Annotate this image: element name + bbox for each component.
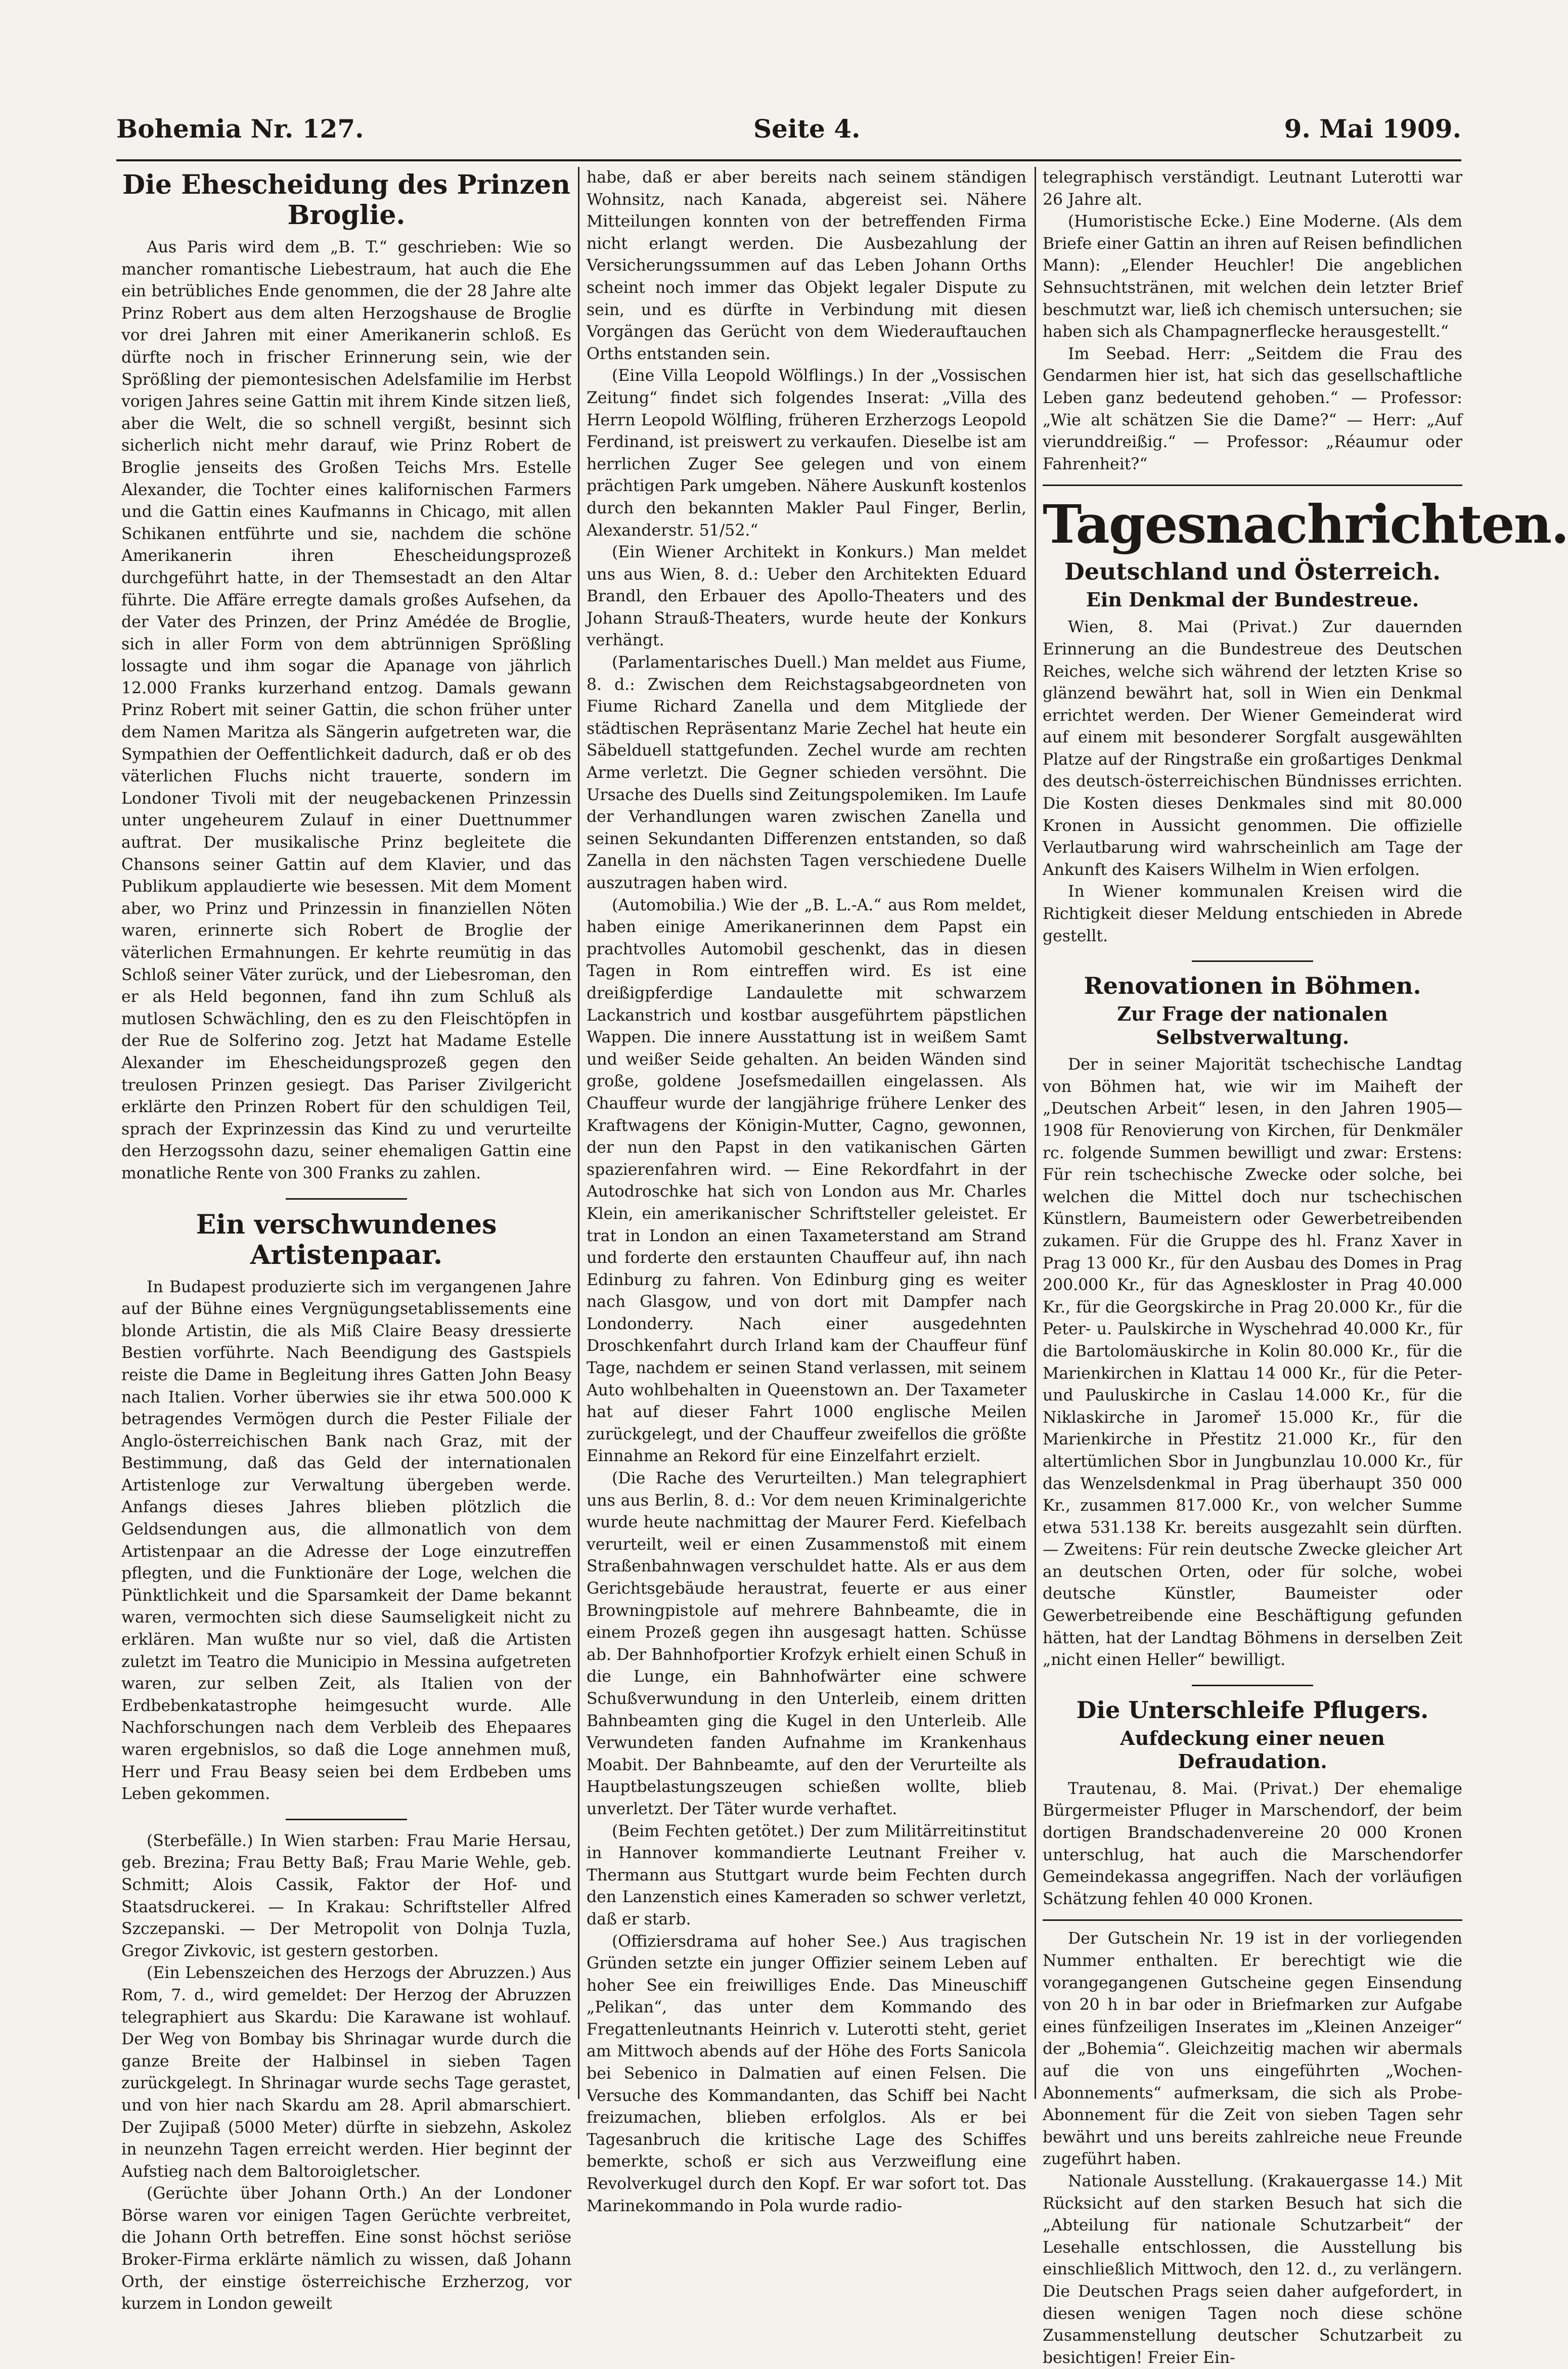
article-subtitle-pfluger: Aufdeckung einer neuen Defraudation. [1120, 1726, 1385, 1773]
news-item: (Parlamentarisches Duell.) Man meldet aus Fiume, 8. d.: Zwischen dem Reichstagsabgeordneten von Fiume Richard Zanella und dem Mitgliede der städtischen Repräsentanz Marie Zechel hat heute ein Säbelduell stattgefunden. Zechel wurde am rechten Arme verletzt. Die Gegner schieden versöhnt. Die Ursache des Duells sind Zeitungspolemiken. Im Laufe der Verhandlungen waren zwischen Zanella und seinen Sekundanten Differenzen entstanden, so daß Zanella in den nächsten Tagen verschiedene Duelle auszutragen haben wird. [587, 653, 1026, 892]
article-title-broglie: Die Ehescheidung des Prinzen Broglie. [122, 169, 570, 231]
subsection-title-deutschland: Deutschland und Österreich. [1064, 558, 1441, 586]
column-divider-2 [1035, 167, 1036, 2099]
section-rule [1043, 1919, 1462, 1921]
article-title-artistenpaar: Ein verschwundenes Artistenpaar. [196, 1209, 497, 1270]
news-item: telegraphisch verständigt. Leutnant Luterotti war 26 Jahre alt. [1043, 168, 1462, 209]
article-subtitle-renovationen: Zur Frage der nationalen Selbstverwaltung. [1117, 1002, 1388, 1049]
news-item: (Offiziersdrama auf hoher See.) Aus tragischen Gründen setzte ein junger Offizier seinem Leben auf hoher See ein freiwilliges Ende. Das Mineuschiff „Pelikan“, das unter dem Kommando des Fregattenleutnants Heinrich v. Luterotti steht, geriet am Mittwoch abends auf der Höhe des Forts Sanicola bei Sebenico in Dalmatien auf einen Felsen. Die Versuche des Kommandanten, das Schiff bei Nacht freizumachen, blieben erfolglos. Als er bei Tagesanbruch die kritische Lage des Schiffes bemerkte, schoß er sich aus Verzweiflung eine Revolverkugel durch den Kopf. Er war sofort tot. Das Marinekommando in Pola wurde radio- [587, 1932, 1026, 2215]
separator [286, 1819, 407, 1820]
news-item: (Automobilia.) Wie der „B. L.-A.“ aus Rom meldet, haben einige Amerikanerinnen dem Papst ein prachtvolles Automobil geschenkt, das in diesen Tagen in Rom eintreffen wird. Es ist eine dreißigpferdige Landaulette mit schwarzem Lackanstrich und kostbar ausgeführtem päpstlichen Wappen. Die innere Ausstattung ist in weißem Samt und weißer Seide gehalten. An beiden Wänden sind große, goldene Josefsmedaillen eingelassen. Als Chauffeur wurde der langjährige frühere Lenker des Kraftwagens der Königin-Mutter, Cagno, gewonnen, der nun den Papst in den vatikanischen Gärten spazierenfahren wird. — Eine Rekordfahrt in der Autodroschke hat sich von London aus Mr. Charles Klein, ein amerikanischer Schriftsteller geleistet. Er trat in London an einen Taxameterstand am Strand und forderte den erstaunten Chauffeur auf, ihn nach Edinburg zu fahren. Von Edinburg ging es weiter nach Glasgow, und von dort mit Dampfer nach Londonderry. Nach einer ausgedehnten Droschkenfahrt durch Irland kam der Chauffeur fünf Tage, nachdem er seinen Stand verlassen, mit seinem Auto wohlbehalten in Queenstown an. Der Taxameter hat auf dieser Fahrt 1000 englische Meilen zurückgelegt, und der Chauffeur zweifellos die größte Einnahme an Rekord für eine Einzelfahrt erzielt. [587, 896, 1026, 1466]
article-title-renovationen: Renovationen in Böhmen. [1084, 972, 1421, 1000]
news-item: (Eine Villa Leopold Wölflings.) In der „Vossischen Zeitung“ findet sich folgendes Inserat: „Villa des Herrn Leopold Wölfling, früheren Erzherzogs Leopold Ferdinand, ist preiswert zu verkaufen. Dieselbe ist am herrlichen Zuger See gelegen und von einem prächtigen Park umgeben. Nähere Auskunft kostenlos durch den bekannten Makler Paul Finger, Berlin, Alexanderstr. 51/52.“ [587, 367, 1026, 540]
section-title-tagesnachrichten: Tagesnachrichten. [1043, 493, 1568, 556]
news-item: habe, daß er aber bereits nach seinem ständigen Wohnsitz, nach Kanada, abgereist sei. Nähere Mitteilungen konnten von der betreffenden Firma nicht erlangt werden. Die Ausbezahlung der Versicherungssummen auf das Leben Johann Orths scheint noch immer das Objekt legaler Dispute zu sein, und es dürfte in Verbindung mit diesen Vorgängen das Gerücht von dem Wiederauftauchen Orths entstanden sein. [587, 168, 1026, 363]
column-2 [587, 167, 1026, 2215]
header-issue: Bohemia Nr. 127. [116, 114, 364, 144]
subsection-subtitle-denkmal: Ein Denkmal der Bundestreue. [1086, 588, 1419, 611]
article-title-pfluger: Die Unterschleife Pflugers. [1076, 1696, 1429, 1724]
page-header [116, 109, 1461, 154]
section-rule [1043, 485, 1462, 486]
article-paragraph: In Budapest produzierte sich im vergangenen Jahre auf der Bühne eines Vergnügungsetablissements eine blonde Artistin, die als Miß Claire Beasy dressierte Bestien vorführte. Nach Beendigung des Gastspiels reiste die Dame in Begleitung ihres Gatten John Beasy nach Italien. Vorher überwies sie ihr etwa 500.000 K betragendes Vermögen durch die Pester Filiale der Anglo-österreichischen Bank nach Graz, mit der Bestimmung, daß das Geld der internationalen Artistenloge zur Verwaltung übergeben werde. Anfangs dieses Jahres blieben plötzlich die Geldsendungen aus, die allmonatlich von dem Artistenpaar an die Adresse der Loge einzutreffen pflegten, und die Funktionäre der Loge, welchen die Pünktlichkeit und die Sparsamkeit der Dame bekannt waren, vermochten sich diese Saumseligkeit nicht zu erklären. Man wußte nur so viel, daß die Artisten zuletzt im Teatro die Municipio in Messina aufgetreten waren, zur selben Zeit, als Italien von der Erdbebenkatastrophe heimgesucht wurde. Alle Nachforschungen nach dem Verbleib des Ehepaares waren ergebnislos, so daß die Loge annehmen muß, Herr und Frau Beasy seien bei dem Erdbeben ums Leben gekommen. [121, 1278, 571, 1804]
news-item: (Beim Fechten getötet.) Der zum Militärreitinstitut in Hannover kommandierte Leutnant Freiher v. Thermann aus Stuttgart wurde beim Fechten durch den Lanzenstich eines Kameraden so schwer verletzt, daß er starb. [587, 1822, 1026, 1928]
header-page-number: Seite 4. [753, 114, 861, 144]
article-paragraph: In Wiener kommunalen Kreisen wird die Richtigkeit dieser Meldung entschieden in Abrede gestellt. [1043, 883, 1462, 945]
header-date: 9. Mai 1909. [1284, 114, 1461, 144]
news-item: (Humoristische Ecke.) Eine Moderne. (Als dem Briefe einer Gattin an ihren auf Reisen befindlichen Mann): „Elender Heuchler! Die angeblichen Sehnsuchtstränen, mit welchen dein letzter Brief beschmutzt war, ließ ich chemisch untersuchen; sie haben sich als Champagnerflecke herausgestellt.“ [1043, 212, 1462, 341]
article-paragraph: Wien, 8. Mai (Privat.) Zur dauernden Erinnerung an die Bundestreue des Deutschen Reiches, welche sich während der letzten Krise so glänzend bewährt hat, soll in Wien ein Denkmal errichtet werden. Der Wiener Gemeinderat wird auf einem mit besonderer Sorgfalt ausgewählten Platze auf der Ringstraße ein großartiges Denkmal des deutsch-österreichischen Bündnisses errichten. Die Kosten dieses Denkmales sind mit 80.000 Kronen in Aussicht genommen. Die offizielle Verlautbarung wird wahrscheinlich am Tage der Ankunft des Kaisers Wilhelm in Wien erfolgen. [1043, 618, 1462, 879]
column-1 [121, 167, 571, 2313]
news-item: (Sterbefälle.) In Wien starben: Frau Marie Hersau, geb. Brezina; Frau Betty Baß; Frau Marie Wehle, geb. Schmitt; Alois Cassik, Faktor der Hof- und Staatsdruckerei. — In Krakau: Schriftsteller Alfred Szczepanski. — Der Metropolit von Dolnja Tuzla, Gregor Zivkovic, ist gestern gestorben. [121, 1831, 571, 1960]
notice-gutschein: Der Gutschein Nr. 19 ist in der vorliegenden Nummer enthalten. Er berechtigt wie die vorangegangenen Gutscheine gegen Einsendung von 20 h in bar oder in Briefmarken zur Aufgabe eines fünfzeiligen Inserates im „Kleinen Anzeiger“ der „Bohemia“. Gleichzeitig machen wir abermals auf die von uns eingeführten „Wochen-Abonnements“ aufmerksam, die sich als Probe-Abonnement für die Zeit von sieben Tagen sehr bewährt und uns bereits zahlreiche neue Freunde zugeführt haben. [1043, 1929, 1462, 2169]
news-item: (Ein Lebenszeichen des Herzogs der Abruzzen.) Aus Rom, 7. d., wird gemeldet: Der Herzog der Abruzzen telegraphiert aus Skardu: Die Karawane ist wohlauf. Der Weg von Bombay bis Shrinagar wurde durch die ganze Breite der Halbinsel in sieben Tagen zurückgelegt. In Shrinagar wurde sechs Tage gerastet, und von hier nach Skardu am 28. April abmarschiert. Der Zujipaß (5000 Meter) dürfte in siebzehn, Askolez in neunzehn Tagen erreicht werden. Hier beginnt der Aufstieg nach dem Baltoroigletscher. [121, 1964, 571, 2181]
separator [286, 1198, 407, 1200]
separator [1192, 1685, 1313, 1686]
news-item: (Ein Wiener Architekt in Konkurs.) Man meldet uns aus Wien, 8. d.: Ueber den Architekten Eduard Brandl, den Erbauer des Apollo-Theaters und des Johann Strauß-Theaters, wurde heute der Konkurs verhängt. [587, 543, 1026, 650]
column-3 [1043, 167, 1568, 2367]
news-item: (Gerüchte über Johann Orth.) An der Londoner Börse waren vor einigen Tagen Gerüchte verbreitet, die Johann Orth betreffen. Eine sonst höchst seriöse Broker-Firma erklärte nämlich zu wissen, daß Johann Orth, der einstige österreichische Erzherzog, vor kurzem in London geweilt [121, 2184, 571, 2313]
news-item: (Die Rache des Verurteilten.) Man telegraphiert uns aus Berlin, 8. d.: Vor dem neuen Kriminalgerichte wurde heute nachmittag der Maurer Ferd. Kiefelbach verurteilt, weil er einen Zusammenstoß mit einem Straßenbahnwagen verschuldet hatte. Als er aus dem Gerichtsgebäude heraustrat, feuerte er aus einer Browningpistole auf mehrere Bahnbeamte, die in einem Prozeß gegen ihn ausgesagt hatten. Schüsse ab. Der Bahnhofportier Krofzyk erhielt einen Schuß in die Lunge, ein Bahnhofwärter eine schwere Schußverwundung in den Unterleib, einem dritten Bahnbeamten ging die Kugel in den Unterleib. Alle Verwundeten fanden Aufnahme im Krankenhaus Moabit. Der Bahnbeamte, auf den der Verurteilte als Hauptbelastungszeugen schießen wollte, blieb unverletzt. Der Täter wurde verhaftet. [587, 1469, 1026, 1818]
news-item: Im Seebad. Herr: „Seitdem die Frau des Gendarmen hier ist, hat sich das gesellschaftliche Leben ganz bedeutend gehoben.“ — Professor: „Wie alt schätzen Sie die Dame?“ — Herr: „Auf vierunddreißig.“ — Professor: „Réaumur oder Fahrenheit?“ [1043, 344, 1462, 473]
article-paragraph: Der in seiner Majorität tschechische Landtag von Böhmen hat, wie wir im Maiheft der „Deutschen Arbeit“ lesen, in den Jahren 1905—1908 für Renovierung von Kirchen, für Denkmäler rc. folgende Summen bewilligt und zwar: Erstens: Für rein tschechische Zwecke oder solche, bei welchen die Mittel doch nur tschechischen Künstlern, Baumeistern oder Gewerbetreibenden zukamen. Für die Gruppe des hl. Franz Xaver in Prag 13 000 Kr., für den Ausbau des Domes in Prag 200.000 Kr., für das Agneskloster in Prag 40.000 Kr., für die Georgskirche in Prag 20.000 Kr., für die Peter- u. Paulskirche in Wyschehrad 40.000 Kr., für die Bartolomäuskirche in Kolin 80.000 Kr., für die Marienkirchen in Klattau 14 000 Kr., für die Peter- und Pauluskirche in Caslau 14.000 Kr., für die Niklaskirche in Jaromeř 15.000 Kr., für die Marienkirche in Přestitz 21.000 Kr., für den altertümlichen Sbor in Jungbunzlau 10.000 Kr., für das Wenzelsdenkmal in Prag überhaupt 350 000 Kr., zusammen 817.000 Kr., von welcher Summe etwa 531.138 Kr. bereits ausgezahlt sein dürften. — Zweitens: Für rein deutsche Zwecke gleicher Art an deutschen Orten, oder für solche, wobei deutsche Künstler, Baumeister oder Gewerbetreibende eine Beschäftigung gefunden hätten, hat der Landtag Böhmens in derselben Zeit „nicht einen Heller“ bewilligt. [1043, 1056, 1462, 1670]
article-paragraph: Aus Paris wird dem „B. T.“ geschrieben: Wie so mancher romantische Liebestraum, hat auch die Ehe ein betrübliches Ende genommen, die der 28 Jahre alte Prinz Robert aus dem alten Herzogshause de Broglie vor drei Jahren mit einer Amerikanerin schloß. Es dürfte noch in frischer Erinnerung sein, wie der Sprößling der piemontesischen Adelsfamilie im Herbst vorigen Jahres seine Gattin mit ihrem Kinde sitzen ließ, aber die Welt, die so schnell vergißt, besinnt sich sicherlich nicht mehr darauf, wie Prinz Robert de Broglie jenseits des Großen Teichs Mrs. Estelle Alexander, die Tochter eines kalifornischen Farmers und die Gattin eines Kaufmanns in Chicago, mit allen Schikanen entführte und sie, nachdem die schöne Amerikanerin ihren Ehescheidungsprozeß durchgeführt hatte, in der Themsestadt an den Altar führte. Die Affäre erregte damals großes Aufsehen, da der Vater des Prinzen, der Prinz Amédée de Broglie, sich in aller Form von dem abtrünnigen Sprößling lossagte und ihm sogar die Apanage von jährlich 12.000 Franks kurzerhand entzog. Damals gewann Prinz Robert mit seiner Gattin, die schon früher unter dem Namen Maritza als Sängerin aufgetreten war, die Sympathien der Oeffentlichkeit dadurch, daß er ob des väterlichen Fluchs nicht trauerte, sondern im Londoner Tivoli mit der neugebackenen Prinzessin unter ungeheurem Zulauf in einer Duettnummer auftrat. Der musikalische Prinz begleitete die Chansons seiner Gattin auf dem Klavier, und das Publikum applaudierte wie besessen. Mit dem Moment aber, wo Prinz und Prinzessin in finanziellen Nöten waren, erinnerte sich Robert de Broglie der väterlichen Ermahnungen. Er kehrte reumütig in das Schloß seiner Väter zurück, und der Liebesroman, den er als Held begonnen, fand ihn zum Schluß als mutlosen Schwächling, den es zu den Fleischtöpfen in der Rue de Solferino zog. Jetzt hat Madame Estelle Alexander im Ehescheidungsprozeß gegen den treulosen Prinzen gesiegt. Das Pariser Zivilgericht erklärte den Prinzen Robert für den schuldigen Teil, sprach der Exprinzessin das Kind zu und verurteilte den Herzogssohn dazu, seiner ehemaligen Gattin eine monatliche Rente von 300 Franks zu zahlen. [121, 238, 571, 1182]
notice-ausstellung: Nationale Ausstellung. (Krakauergasse 14.) Mit Rücksicht auf den starken Besuch hat sich die „Abteilung für nationale Schutzarbeit“ der Lesehalle entschlossen, die Ausstellung bis einschließlich Mittwoch, den 12. d., zu verlängern. Die Deutschen Prags seien daher aufgefordert, in diesen wenigen Tagen noch diese schöne Zusammenstellung deutscher Schutzarbeit zu besichtigen! Freier Ein- [1043, 2172, 1462, 2367]
separator [1192, 960, 1313, 962]
article-paragraph: Trautenau, 8. Mai. (Privat.) Der ehemalige Bürgermeister Pfluger in Marschendorf, der beim dortigen Brandschadenvereine 20 000 Kronen unterschlug, hat auch die Marschendorfer Gemeindekassa angegriffen. Nach der vorläufigen Schätzung fehlen 40 000 Kronen. [1043, 1779, 1462, 1908]
column-divider-1 [578, 167, 579, 2099]
header-rule [116, 159, 1461, 161]
